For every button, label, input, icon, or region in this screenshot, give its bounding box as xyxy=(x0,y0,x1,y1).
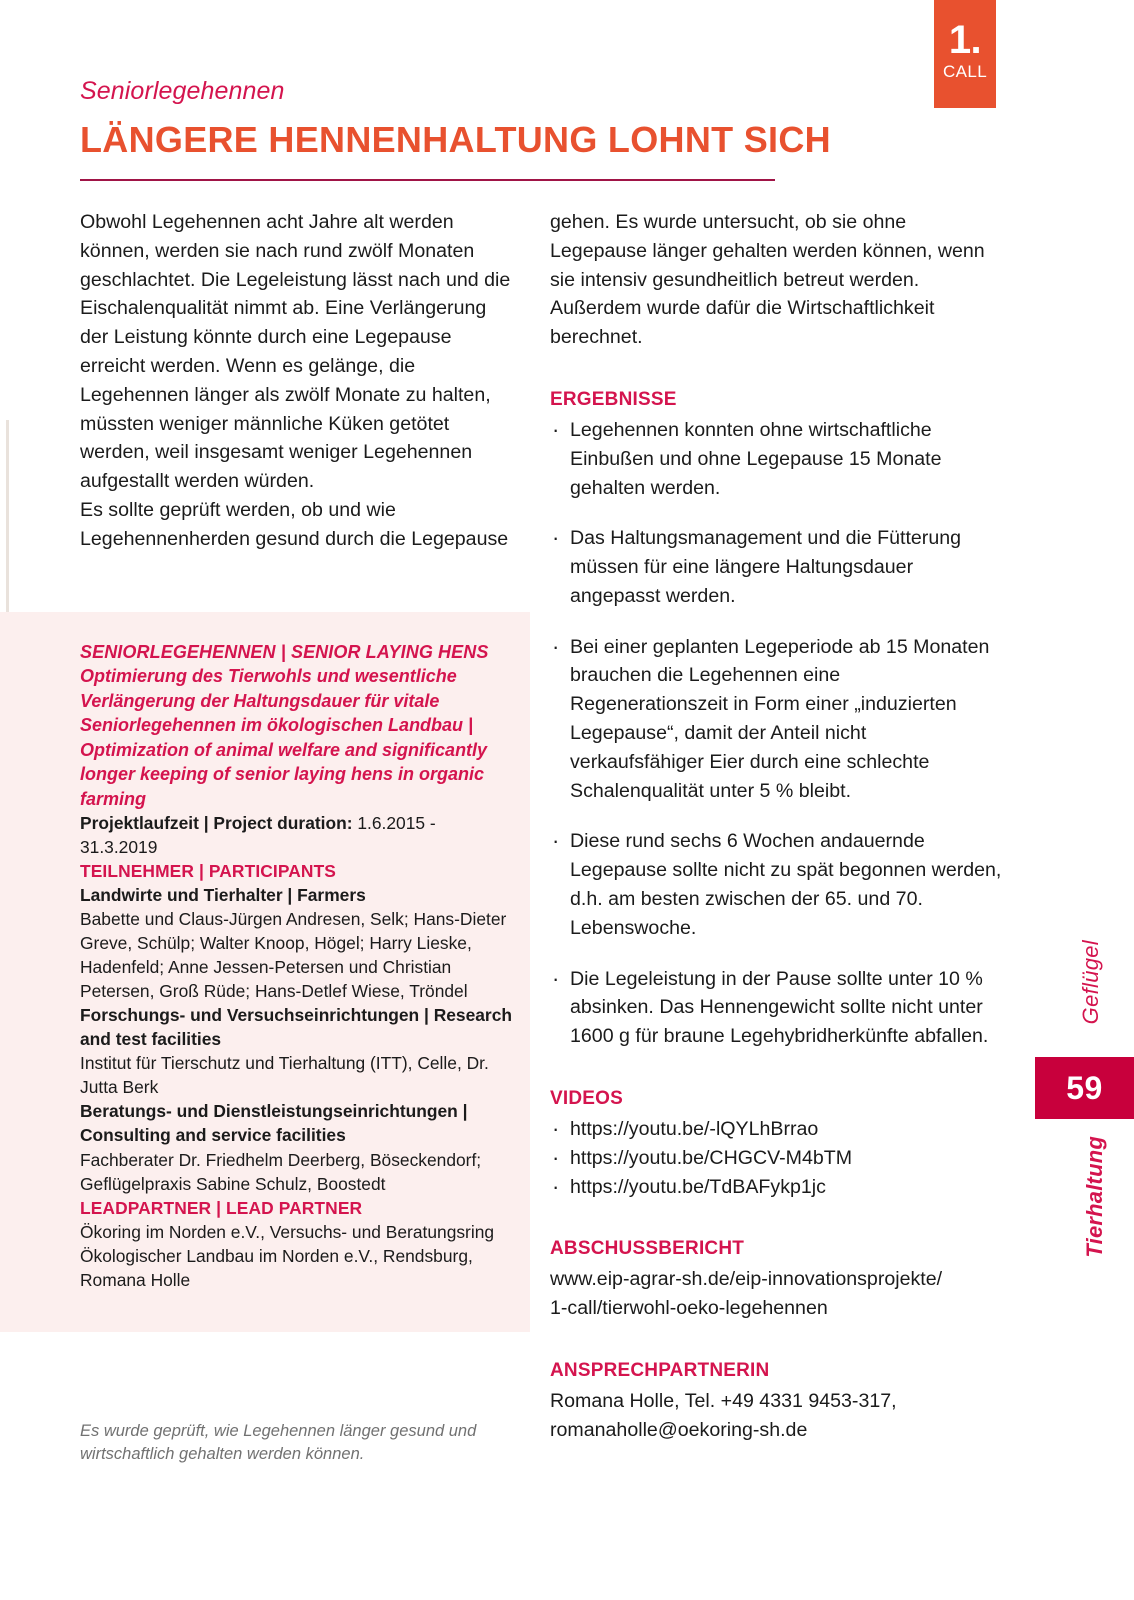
results-list xyxy=(550,416,1002,1051)
videos-list xyxy=(550,1115,1002,1201)
list-item: · Bei einer geplanten Legeperiode ab 15 Monaten brauchen die Legehennen eine Regenerationszeit in Form einer „induzierten Legepause“, damit der Anteil nicht verkaufsfähiger Eier durch eine schlechte Schalenqualität unter 5 % bleibt. xyxy=(550,633,1002,806)
video-link[interactable]: · https://youtu.be/CHGCV-M4bTM xyxy=(550,1144,1002,1173)
factbox-research-value: Institut für Tierschutz und Tierhaltung (ITT), Celle, Dr. Jutta Berk xyxy=(80,1053,489,1098)
factbox-subtitle: Optimierung des Tierwohls und wesentliche Verlängerung der Haltungsdauer für vitale Seniorlegehennen im ökologischen Landbau | Optimization of animal welfare and significantly longer keeping of senior laying hens in organic farming xyxy=(80,666,488,809)
video-link[interactable]: · https://youtu.be/TdBAFykp1jc xyxy=(550,1173,1002,1202)
list-item: · Die Legeleistung in der Pause sollte unter 10 % absinken. Das Hennengewicht sollte nicht unter 1600 g für braune Legehybridherkünfte abfallen. xyxy=(550,965,1002,1051)
left-edge-rule xyxy=(6,420,9,615)
report-url-line: 1-call/tierwohl-oeko-legehennen xyxy=(550,1297,828,1320)
side-section-label: Tierhaltung xyxy=(1082,1136,1107,1258)
list-item: · Diese rund sechs 6 Wochen andauernde Legepause sollte nicht zu spät begonnen werden, d.h. am besten zwischen der 65. und 70. Lebenswoche. xyxy=(550,827,1002,942)
contact-details xyxy=(550,1387,1002,1445)
videos-heading: VIDEOS xyxy=(550,1088,623,1110)
factbox-title: SENIORLEGEHENNEN | SENIOR LAYING HENS xyxy=(80,642,489,662)
intro-paragraph: Obwohl Legehennen acht Jahre alt werden können, werden sie nach rund zwölf Monaten geschlachtet. Die Legeleistung lässt nach und die Eischalenqualität nimmt ab. Eine Verlängerung der Leistung könnte durch eine Legepause erreicht werden. Wenn es gelänge, die Legehennen länger als zwölf Monate zu halten, müssten weniger männliche Küken getötet werden, weil insgesamt weniger Legehennen aufgestallt werden würden. xyxy=(80,211,511,493)
kicker-text: Seniorlegehennen xyxy=(80,77,285,105)
page-number-badge: 59 xyxy=(1035,1057,1134,1119)
factbox-farmers-label: Landwirte und Tierhalter | Farmers xyxy=(80,885,366,906)
figure-caption: Es wurde geprüft, wie Legehennen länger gesund und wirtschaftlich gehalten werden können. xyxy=(80,1422,477,1464)
page-side-marker xyxy=(1035,940,1134,1320)
call-badge-label: CALL xyxy=(942,61,988,81)
factbox-leadpartner-value: Ökoring im Norden e.V., Versuchs- und Beratungsring Ökologischer Landbau im Norden e.V., Rendsburg, Romana Holle xyxy=(80,1221,495,1290)
side-topic-label: Geflügel xyxy=(1078,940,1103,1025)
factbox-farmers-value: Babette und Claus-Jürgen Andresen, Selk; Hans-Dieter Greve, Schülp; Walter Knoop, Högel; Harry Lieske, Hadenfeld; Anne Jessen-Petersen und Christian Petersen, Groß Rüde; Hans-Detlef Wiese, Tröndel xyxy=(80,909,507,1002)
factbox-leadpartner-heading: LEADPARTNER | LEAD PARTNER xyxy=(80,1197,363,1218)
intro-continued-paragraph: gehen. Es wurde untersucht, ob sie ohne Legepause länger gehalten werden können, wenn sie intensiv gesundheitlich betreut werden. Außerdem wurde dafür die Wirtschaftlichkeit berechnet. xyxy=(550,211,985,349)
project-factbox xyxy=(0,612,530,1332)
list-item: · Legehennen konnten ohne wirtschaftliche Einbußen und ohne Legepause 15 Monate gehalten werden. xyxy=(550,416,1002,502)
contact-email-line[interactable]: romanaholle@oekoring-sh.de xyxy=(550,1418,808,1441)
factbox-duration-label: Projektlaufzeit | Project duration: xyxy=(80,813,353,834)
call-badge-number: 1. xyxy=(948,17,982,62)
contact-phone-line: Romana Holle, Tel. +49 4331 9453-317, xyxy=(550,1389,897,1412)
factbox-duration xyxy=(80,811,512,859)
second-paragraph: Es sollte geprüft werden, ob und wie Legehennenherden gesund durch die Legepause xyxy=(80,498,509,550)
factbox-research-label: Forschungs- und Versuchseinrichtungen | Research and test facilities xyxy=(80,1005,512,1050)
report-heading: ABSCHUSSBERICHT xyxy=(550,1238,745,1260)
contact-heading: ANSPRECHPARTNERIN xyxy=(550,1359,770,1381)
factbox-participants-heading: TEILNEHMER | PARTICIPANTS xyxy=(80,861,336,882)
header-divider xyxy=(80,179,775,181)
report-url-line: www.eip-agrar-sh.de/eip-innovationsprojekte/ xyxy=(550,1268,943,1291)
factbox-consulting-value: Fachberater Dr. Friedhelm Deerberg, Böseckendorf; Geflügelpraxis Sabine Schulz, Boostedt xyxy=(80,1149,482,1194)
results-heading: ERGEBNISSE xyxy=(550,388,677,410)
left-column xyxy=(80,208,512,554)
call-badge xyxy=(934,0,996,108)
right-column xyxy=(550,208,1002,1444)
factbox-duration-value: 1.6.2015 - 31.3.2019 xyxy=(80,813,436,858)
report-url[interactable] xyxy=(550,1265,1002,1323)
page-header xyxy=(80,77,831,181)
list-item: · Das Haltungsmanagement und die Fütterung müssen für eine längere Haltungsdauer angepasst werden. xyxy=(550,524,1002,610)
page-title: LÄNGERE HENNENHALTUNG LOHNT SICH xyxy=(80,118,831,160)
factbox-consulting-label: Beratungs- und Dienstleistungseinrichtungen | Consulting and service facilities xyxy=(80,1101,468,1146)
video-link[interactable]: · https://youtu.be/-lQYLhBrrao xyxy=(550,1115,1002,1144)
